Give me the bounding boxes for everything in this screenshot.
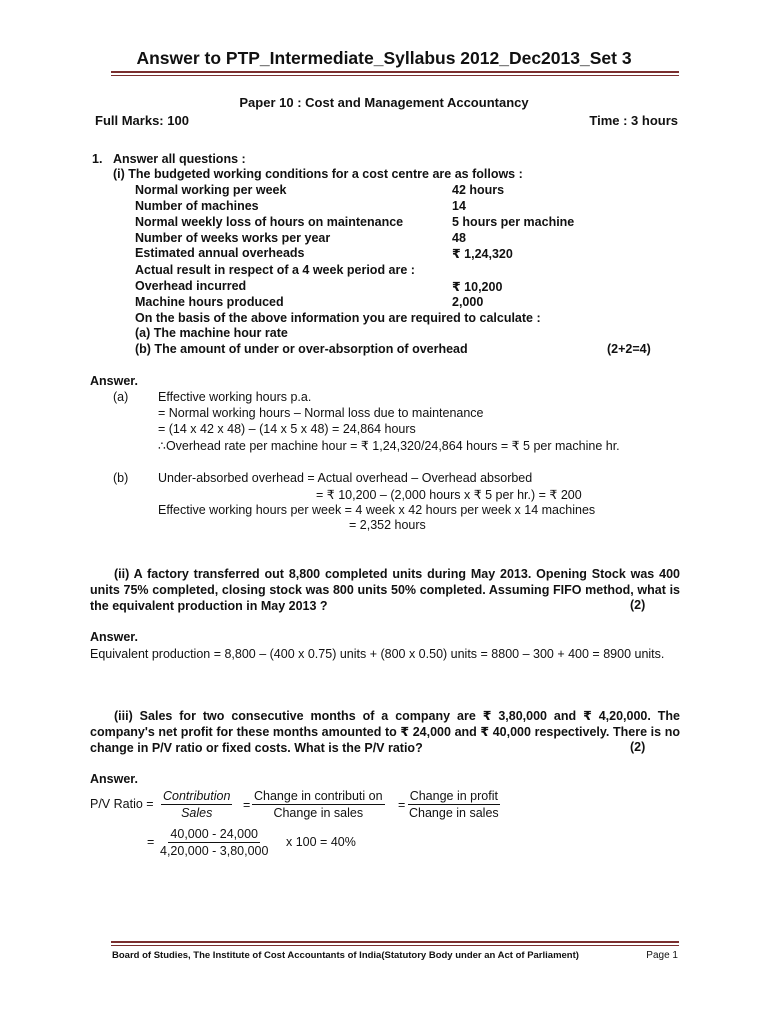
table-label: Machine hours produced xyxy=(135,295,284,309)
q1-req-a: (a) The machine hour rate xyxy=(135,326,288,340)
q1-part-i-intro: (i) The budgeted working conditions for a cost centre are as follows : xyxy=(113,167,523,181)
q1-heading: Answer all questions : xyxy=(113,152,246,166)
paper-title: Paper 10 : Cost and Management Accountancy xyxy=(239,95,529,110)
q2-question: (ii) A factory transferred out 8,800 completed units during May 2013. Opening Stock was 400 units 75% completed, closing stock was 800 units 50% completed. Assuming FIFO method, what is the equivalent production in May 2013 ? xyxy=(90,567,680,613)
table-value: 42 hours xyxy=(452,183,505,197)
table-label: Normal weekly loss of hours on maintenance xyxy=(135,215,404,229)
q1-req-b: (b) The amount of under or over-absorption of overhead xyxy=(135,342,468,356)
q3-question: (iii) Sales for two consecutive months of a company are ₹ 3,80,000 and ₹ 4,20,000. The company's net profit for these months amounted to ₹ 24,000 and ₹ 40,000 respectively. There is no change in P/V ratio or fixed costs. What is the P/V ratio? xyxy=(90,709,680,755)
answer-b-line: Effective working hours per week = 4 week x 42 hours per week x 14 machines xyxy=(158,503,596,517)
answer-label: Answer. xyxy=(90,374,138,388)
table-label: Number of weeks works per year xyxy=(135,231,331,245)
q3-marks: (2) xyxy=(630,740,646,754)
answer-a-line: Effective working hours p.a. xyxy=(158,390,312,404)
answer-b-line: = 2,352 hours xyxy=(349,518,426,532)
equals-sign: = xyxy=(243,798,251,812)
equals-sign: = xyxy=(147,835,155,849)
header-rule-thin xyxy=(111,75,679,76)
q2-marks: (2) xyxy=(630,598,646,612)
table-label: Actual result in respect of a 4 week period are : xyxy=(135,263,415,277)
answer-b-tag: (b) xyxy=(113,471,129,485)
table-value: ₹ 1,24,320 xyxy=(452,247,513,261)
answer-b-line: Under-absorbed overhead = Actual overhead – Overhead absorbed xyxy=(158,471,533,485)
answer-a-line: = Normal working hours – Normal loss due to maintenance xyxy=(158,406,484,420)
header-rule xyxy=(111,71,679,73)
answer-a-line: ∴Overhead rate per machine hour = ₹ 1,24,320/24,864 hours = ₹ 5 per machine hr. xyxy=(158,439,620,453)
footer-rule xyxy=(111,941,679,943)
answer-b-line: = ₹ 10,200 – (2,000 hours x ₹ 5 per hr.) = ₹ 200 xyxy=(316,488,582,502)
footer-text: Board of Studies, The Institute of Cost Accountants of India(Statutory Body under an Act of Parliament) xyxy=(112,950,579,961)
time: Time : 3 hours xyxy=(589,113,678,128)
fraction-denominator: 4,20,000 - 3,80,000 xyxy=(160,844,269,858)
table-value: ₹ 10,200 xyxy=(452,280,503,294)
pv-ratio-result: x 100 = 40% xyxy=(286,835,356,849)
table-label: Estimated annual overheads xyxy=(135,246,305,260)
equals-sign: = xyxy=(398,798,406,812)
fraction-contribution-sales xyxy=(161,788,232,821)
table-value: 5 hours per machine xyxy=(452,215,575,229)
fraction-numerator: Change in contributi on xyxy=(254,789,383,803)
answer-label: Answer. xyxy=(90,630,138,644)
table-label: Overhead incurred xyxy=(135,279,247,293)
answer-label: Answer. xyxy=(90,772,138,786)
answer-a-line: = (14 x 42 x 48) – (14 x 5 x 48) = 24,864 hours xyxy=(158,422,416,436)
table-value: 2,000 xyxy=(452,295,484,309)
table-label: Normal working per week xyxy=(135,183,287,197)
fraction-change-profit xyxy=(407,788,501,821)
fraction-change-contribution xyxy=(252,788,385,821)
fraction-numerator: 40,000 - 24,000 xyxy=(170,827,258,841)
q2-answer: Equivalent production = 8,800 – (400 x 0.75) units + (800 x 0.50) units = 8800 – 300 + 400 = 8900 units. xyxy=(90,647,665,661)
fraction-denominator: Change in sales xyxy=(409,806,499,820)
table-value: 48 xyxy=(452,231,466,245)
q1-number: 1. xyxy=(92,152,103,166)
table-label: Number of machines xyxy=(135,199,259,213)
fraction-denominator: Change in sales xyxy=(273,806,364,820)
footer-rule-thin xyxy=(111,945,679,946)
full-marks: Full Marks: 100 xyxy=(95,113,189,128)
q2-text xyxy=(90,566,680,614)
page-number: Page 1 xyxy=(646,950,678,961)
fraction-numerator: Change in profit xyxy=(409,789,498,803)
q1-marks: (2+2=4) xyxy=(607,342,651,356)
page-title: Answer to PTP_Intermediate_Syllabus 2012_Dec2013_Set 3 xyxy=(136,48,632,68)
answer-a-tag: (a) xyxy=(113,390,129,404)
pv-ratio-label: P/V Ratio = xyxy=(90,797,154,811)
fraction-numerator: Contribution xyxy=(163,789,231,803)
q3-text xyxy=(90,708,680,756)
q1-basis: On the basis of the above information you are required to calculate : xyxy=(135,311,541,325)
fraction-denominator: Sales xyxy=(181,806,213,820)
table-value: 14 xyxy=(452,199,466,213)
fraction-values xyxy=(158,826,270,859)
